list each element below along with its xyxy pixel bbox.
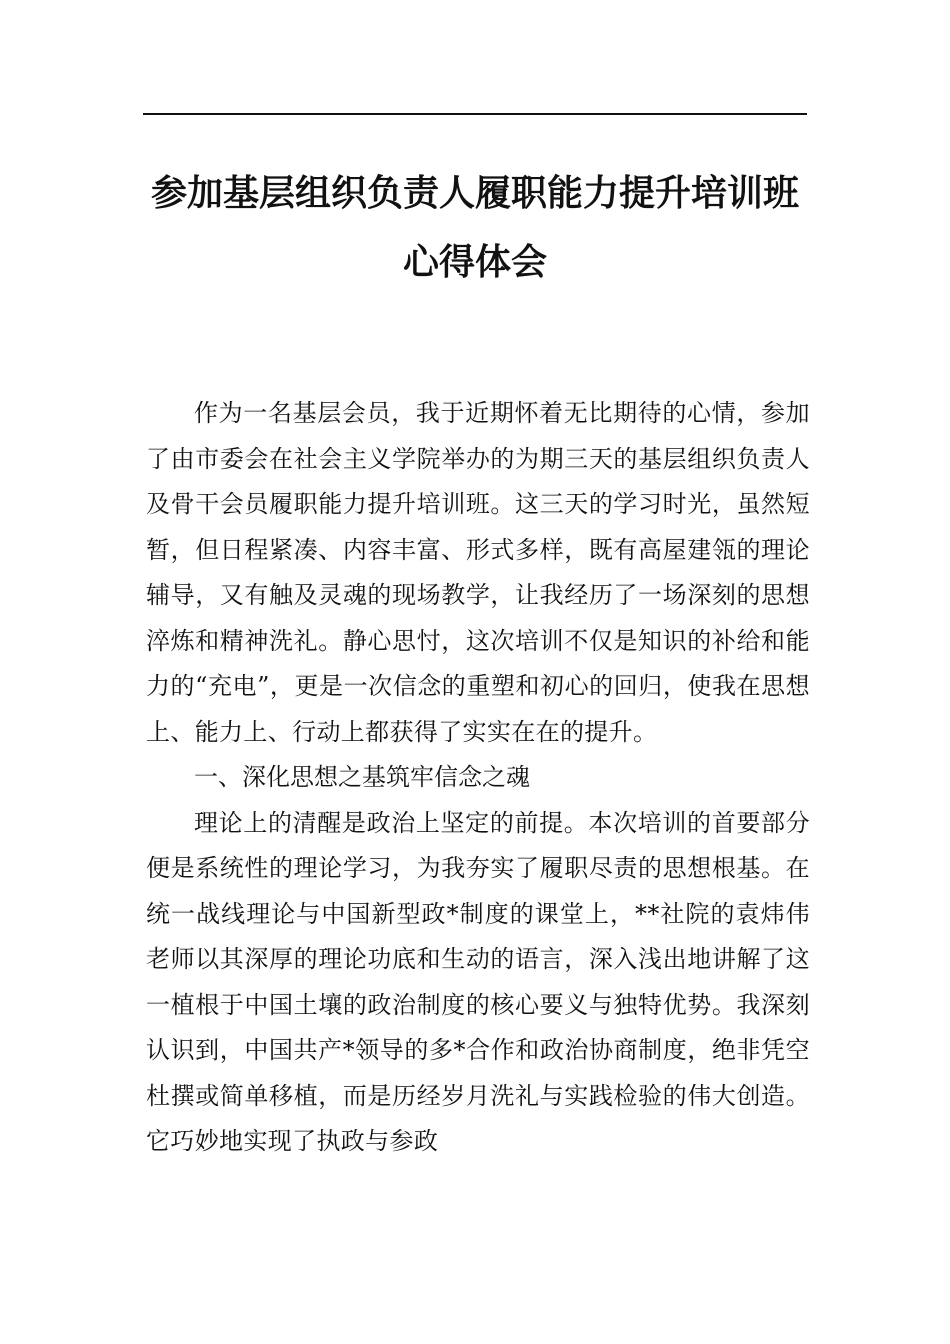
section-1-paragraph: 理论上的清醒是政治上坚定的前提。本次培训的首要部分便是系统性的理论学习，为我夯实了履职尽责的思想根基。在统一战线理论与中国新型政*制度的课堂上，**社院的袁炜伟老师以其深厚的理论功底和生动的语言，深入浅出地讲解了这一植根于中国土壤的政治制度的核心要义与独特优势。我深刻认识到，中国共产*领导的多*合作和政治协商制度，绝非凭空杜撰或简单移植，而是历经岁月洗礼与实践检验的伟大创造。它巧妙地实现了执政与参政 xyxy=(146,808,810,1155)
intro-paragraph: 作为一名基层会员，我于近期怀着无比期待的心情，参加了由市委会在社会主义学院举办的为期三天的基层组织负责人及骨干会员履职能力提升培训班。这三天的学习时光，虽然短暂，但日程紧凑、内容丰富、形式多样，既有高屋建瓴的理论辅导，又有触及灵魂的现场教学，让我经历了一场深刻的思想淬炼和精神洗礼。静心思忖，这次培训不仅是知识的补给和能力的“充电”，更是一次信念的重塑和初心的回归，使我在思想上、能力上、行动上都获得了实实在在的提升。 xyxy=(146,399,810,746)
document-title-line-2: 心得体会 xyxy=(402,242,547,283)
document-body xyxy=(146,391,810,1165)
header-rule xyxy=(143,113,807,115)
document-title-line-1: 参加基层组织负责人履职能力提升培训班 xyxy=(150,173,799,214)
section-1-heading: 一、深化思想之基筑牢信念之魂 xyxy=(194,763,530,791)
